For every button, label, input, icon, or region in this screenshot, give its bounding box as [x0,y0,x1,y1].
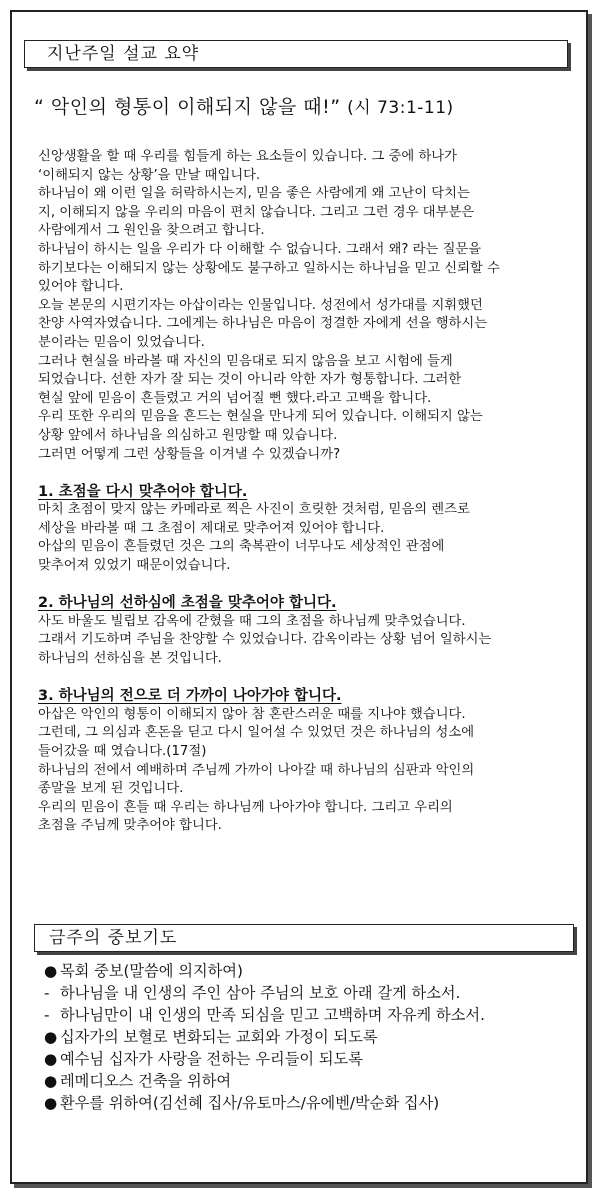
bullet-icon: ● [44,1072,58,1090]
sermon-point-heading: 1. 초점을 다시 맞추어야 합니다. [38,483,248,500]
sermon-paragraph-line: 그래서 기도하며 주님을 찬양할 수 있었습니다. 감옥이라는 상황 넘어 일하시는 [38,632,492,648]
dash-icon: - [44,1006,50,1024]
sermon-scripture-ref: (시 73:1-11) [347,98,454,118]
section-header-label: 금주의 중보기도 [49,928,178,948]
sermon-title [34,92,454,119]
prayer-item-text: 하나님만이 내 인생의 만족 되심을 믿고 고백하며 자유케 하소서. [60,1006,485,1024]
sermon-paragraph-line: 하나님의 선하심을 본 것입니다. [38,651,222,667]
sermon-paragraph-line: 상황 앞에서 하나님을 의심하고 원망할 때 있습니다. [38,427,338,443]
sermon-paragraph-line: 하나님의 전에서 예배하며 주님께 가까이 나아갈 때 하나님의 심판과 악인의 [38,762,475,778]
sermon-paragraph-line: 하나님이 하시는 일을 우리가 다 이해할 수 없습니다. 그래서 왜? 라는 질문을 [38,241,482,257]
sermon-paragraph-line: 초점을 주님께 맞추어야 합니다. [38,818,222,834]
sermon-paragraph-line: ‘이해되지 않는 상황’을 만날 때입니다. [38,167,261,183]
bullet-icon: ● [44,962,58,980]
sermon-paragraph-line: 현실 앞에 믿음이 흔들렸고 거의 넘어질 뻔 했다.라고 고백을 합니다. [38,390,432,406]
prayer-item-text: 십자가의 보혈로 변화되는 교회와 가정이 되도록 [60,1028,378,1046]
sermon-paragraph-line: 아삽은 악인의 형통이 이해되지 않아 참 혼란스러운 때를 지나야 했습니다. [38,706,466,722]
prayer-item-text: 레메디오스 건축을 위하여 [60,1072,232,1090]
sermon-body [38,148,568,836]
sermon-paragraph-line: 지, 이해되지 않을 우리의 마음이 편치 않습니다. 그리고 그런 경우 대부분은 [38,204,475,220]
sermon-paragraph-line: 그러면 어떻게 그런 상황들을 이겨낼 수 있겠습니까? [38,446,341,462]
sermon-paragraph-line: 그러나 현실을 바라볼 때 자신의 믿음대로 되지 않음을 보고 시험에 들게 [38,353,453,369]
section-header-prayer [34,924,574,952]
sermon-paragraph-line: 들어갔을 때 였습니다.(17절) [38,744,207,759]
prayer-item [44,1004,485,1026]
sermon-paragraph-line: 분이라는 믿음이 있었습니다. [38,334,205,350]
prayer-item [44,1092,485,1114]
dash-icon: - [44,984,50,1002]
sermon-paragraph-line: 아삽의 믿음이 흔들렸던 것은 그의 축복관이 너무나도 세상적인 관점에 [38,539,445,555]
prayer-item-text: 목회 중보(말씀에 의지하여) [60,962,243,980]
prayer-item-text: 환우를 위하여(김선혜 집사/유토마스/유에벤/박순화 집사) [60,1094,440,1112]
spacer [38,464,568,483]
sermon-paragraph-line: 우리 또한 우리의 믿음을 흔드는 현실을 만나게 되어 있습니다. 이해되지 않는 [38,409,483,425]
sermon-paragraph-line: 찬양 사역자였습니다. 그에게는 하나님은 마음이 정결한 자에게 선을 행하시는 [38,316,488,332]
sermon-paragraph-line: 우리의 믿음이 흔들 때 우리는 하나님께 나아가야 합니다. 그리고 우리의 [38,799,453,815]
section-header-sermon [24,40,568,68]
sermon-paragraph-line: 사도 바울도 빌립보 감옥에 갇혔을 때 그의 초점을 하나님께 맞추었습니다. [38,613,466,629]
spacer [38,576,568,595]
prayer-item-text: 예수님 십자가 사랑을 전하는 우리들이 되도록 [60,1050,363,1068]
section-header-label: 지난주일 설교 요약 [47,44,200,64]
prayer-list [44,960,485,1114]
prayer-item [44,960,485,982]
sermon-paragraph-line: 사람에게서 그 원인을 찾으려고 합니다. [38,223,265,239]
bullet-icon: ● [44,1028,58,1046]
sermon-paragraph-line: 신앙생활을 할 때 우리를 힘들게 하는 요소들이 있습니다. 그 중에 하나가 [38,149,457,164]
sermon-paragraph-line: 종말을 보게 된 것입니다. [38,781,184,797]
prayer-item-text: 하나님을 내 인생의 주인 삼아 주님의 보호 아래 갈게 하소서. [60,984,461,1002]
bullet-icon: ● [44,1094,58,1112]
prayer-item [44,1026,485,1048]
sermon-paragraph-line: 하나님이 왜 이런 일을 허락하시는지, 믿음 좋은 사람에게 왜 고난이 닥치는 [38,186,470,202]
prayer-item [44,1070,485,1092]
sermon-point-heading: 2. 하나님의 선하심에 초점을 맞추어야 합니다. [38,595,337,612]
prayer-item [44,1048,485,1070]
sermon-paragraph-line: 맞추어져 있었기 때문이었습니다. [38,558,231,574]
prayer-item [44,982,485,1004]
sermon-paragraph-line: 세상을 바라볼 때 그 초점이 제대로 맞추어져 있어야 합니다. [38,520,385,536]
sermon-title-text: “ 악인의 형통이 이해되지 않을 때!” [34,96,341,118]
sermon-paragraph-line: 마치 초점이 맞지 않는 카메라로 찍은 사진이 흐릿한 것처럼, 믿음의 렌즈로 [38,502,470,518]
sermon-paragraph-line: 오늘 본문의 시편기자는 아삽이라는 인물입니다. 성전에서 성가대를 지휘했던 [38,297,483,313]
spacer [38,669,568,688]
bullet-icon: ● [44,1050,58,1068]
sermon-point-heading: 3. 하나님의 전으로 더 가까이 나아가야 합니다. [38,688,342,705]
sermon-paragraph-line: 되었습니다. 선한 자가 잘 되는 것이 아니라 악한 자가 형통합니다. 그러한 [38,372,462,388]
sermon-paragraph-line: 그런데, 그 의심과 혼돈을 딛고 다시 일어설 수 있었던 것은 하나님의 성소에 [38,725,475,741]
sermon-paragraph-line: 하기보다는 이해되지 않는 상황에도 불구하고 일하시는 하나님을 믿고 신뢰할 수 [38,260,500,276]
sermon-paragraph-line: 있어야 합니다. [38,279,124,295]
